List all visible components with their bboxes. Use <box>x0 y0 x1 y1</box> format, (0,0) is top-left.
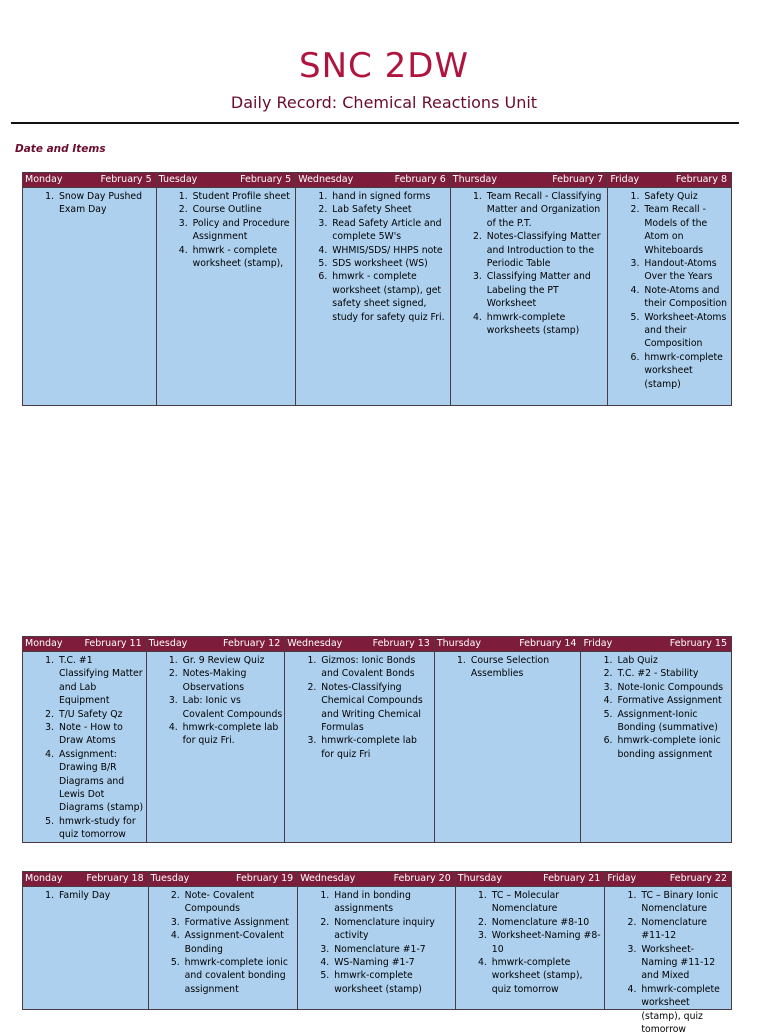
agenda-item: 3. Worksheet-Naming #11-12 and Mixed <box>639 943 729 983</box>
day-date: February 7 <box>552 174 604 185</box>
day-name: Monday <box>25 174 63 185</box>
agenda-list <box>296 190 450 324</box>
agenda-list <box>298 889 455 996</box>
agenda-item: 4. hmwrk-complete worksheet (stamp), quiz tomorrow <box>639 983 729 1036</box>
agenda-item: 1. Team Recall - Classifying Matter and Organization of the P.T. <box>485 190 606 230</box>
day-column-tuesday <box>149 872 299 1009</box>
day-name: Monday <box>25 873 63 884</box>
agenda-item: 2. Lab Safety Sheet <box>330 203 448 216</box>
agenda-item: 1. hand in signed forms <box>330 190 448 203</box>
agenda-item: 2. Nomenclature #8-10 <box>490 916 603 929</box>
agenda-item: 4. hmwrk-complete lab for quiz Fri. <box>181 721 283 748</box>
agenda-item: 3. Policy and Procedure Assignment <box>191 217 294 244</box>
week-table-3 <box>22 871 732 1036</box>
day-column-thursday <box>451 173 609 405</box>
agenda-list <box>605 889 731 1036</box>
day-name: Tuesday <box>148 638 188 649</box>
agenda-item: 3. Lab: Ionic vs Covalent Compounds <box>181 694 283 721</box>
day-column-tuesday <box>147 637 286 842</box>
agenda-list <box>157 190 296 270</box>
agenda-item: 4. Note-Atoms and their Composition <box>642 284 729 311</box>
agenda-item: 1. Student Profile sheet <box>191 190 294 203</box>
day-column-friday <box>605 872 731 1036</box>
agenda-item: 3. Classifying Matter and Labeling the PT Worksheet <box>485 270 606 310</box>
agenda-item: 2. Notes-Making Observations <box>181 667 283 694</box>
agenda-item: 1. Safety Quiz <box>642 190 729 203</box>
agenda-item: 2. Team Recall - Models of the Atom on Whiteboards <box>642 203 729 257</box>
day-date: February 8 <box>675 174 728 185</box>
day-column-monday <box>23 872 149 1009</box>
agenda-item: 2. Nomenclature #11-12 <box>639 916 729 943</box>
agenda-list <box>608 190 731 391</box>
day-date: February 18 <box>86 873 144 884</box>
day-column-wednesday <box>296 173 451 405</box>
agenda-item: 5. hmwrk-complete ionic and covalent bonding assignment <box>183 956 296 996</box>
agenda-item: 1. Lab Quiz <box>615 654 729 667</box>
day-name: Friday <box>610 174 640 185</box>
day-header <box>296 173 450 188</box>
week-table-2 <box>22 636 732 843</box>
day-date: February 22 <box>669 873 727 884</box>
agenda-item: 4. hmwrk-complete worksheet (stamp), quiz tomorrow <box>490 956 603 996</box>
agenda-item: 1. Gizmos: Ionic Bonds and Covalent Bonds <box>319 654 432 681</box>
document-title: SNC 2DW <box>299 46 469 86</box>
day-header <box>23 872 148 887</box>
agenda-list <box>149 889 298 996</box>
day-name: Tuesday <box>150 873 190 884</box>
document-subtitle: Daily Record: Chemical Reactions Unit <box>230 93 538 112</box>
agenda-item: 1. Family Day <box>57 889 146 902</box>
agenda-item: 3. Handout-Atoms Over the Years <box>642 257 729 284</box>
day-column-friday <box>581 637 731 842</box>
day-header <box>605 872 731 887</box>
day-date: February 14 <box>519 638 577 649</box>
day-date: February 6 <box>394 174 446 185</box>
day-column-friday <box>608 173 731 405</box>
agenda-item: 4. Assignment: Drawing B/R Diagrams and Lewis Dot Diagrams (stamp) <box>57 748 144 815</box>
agenda-item: 3. Note-Ionic Compounds <box>615 681 729 694</box>
day-date: February 19 <box>236 873 294 884</box>
agenda-item: 4. WHMIS/SDS/ HHPS note <box>330 244 448 257</box>
day-column-wednesday <box>298 872 456 1009</box>
agenda-list <box>456 889 605 996</box>
day-date: February 13 <box>372 638 430 649</box>
agenda-item: 5. Worksheet-Atoms and their Composition <box>642 311 729 351</box>
agenda-item: 2. Notes-Classifying Chemical Compounds and Writing Chemical Formulas <box>319 681 432 735</box>
agenda-item: 4. WS-Naming #1-7 <box>332 956 453 969</box>
agenda-item: 4. hmwrk - complete worksheet (stamp), <box>191 244 294 271</box>
agenda-item: 3. Nomenclature #1-7 <box>332 943 453 956</box>
agenda-item: 1. T.C. #1 Classifying Matter and Lab Equipment <box>57 654 144 708</box>
day-header <box>581 637 731 652</box>
day-date: February 11 <box>84 638 142 649</box>
day-header <box>147 637 285 652</box>
agenda-item: 1. Gr. 9 Review Quiz <box>181 654 283 667</box>
agenda-item: 1. Hand in bonding assignments <box>332 889 453 916</box>
agenda-item: 5. SDS worksheet (WS) <box>330 257 448 270</box>
day-name: Wednesday <box>300 873 356 884</box>
day-column-thursday <box>435 637 582 842</box>
day-date: February 12 <box>223 638 281 649</box>
agenda-item: 1. TC – Molecular Nomenclature <box>490 889 603 916</box>
day-header <box>285 637 434 652</box>
day-header <box>451 173 608 188</box>
agenda-item: 1. TC – Binary Ionic Nomenclature <box>639 889 729 916</box>
agenda-item: 6. hmwrk-complete worksheet (stamp) <box>642 351 729 391</box>
day-name: Friday <box>583 638 613 649</box>
agenda-item: 4. Assignment-Covalent Bonding <box>183 929 296 956</box>
agenda-item: 4. Formative Assignment <box>615 694 729 707</box>
agenda-list <box>23 654 146 842</box>
day-date: February 5 <box>100 174 152 185</box>
header-divider <box>11 122 739 124</box>
agenda-item: 2. Notes-Classifying Matter and Introduction to the Periodic Table <box>485 230 606 270</box>
agenda-item: 3. Note - How to Draw Atoms <box>57 721 144 748</box>
day-name: Tuesday <box>158 174 198 185</box>
day-column-thursday <box>456 872 606 1009</box>
day-column-wednesday <box>285 637 435 842</box>
day-header <box>157 173 296 188</box>
day-header <box>23 173 156 188</box>
week-table-1 <box>22 172 732 406</box>
day-name: Thursday <box>452 174 497 185</box>
day-header <box>149 872 298 887</box>
day-column-monday <box>23 173 157 405</box>
agenda-list <box>435 654 581 681</box>
day-name: Thursday <box>436 638 482 649</box>
agenda-item: 3. Worksheet-Naming #8-10 <box>490 929 603 956</box>
agenda-item: 3. Read Safety Article and complete 5W's <box>330 217 448 244</box>
agenda-item: 6. hmwrk-complete ionic bonding assignment <box>615 734 729 761</box>
agenda-item: 1. Snow Day Pushed Exam Day <box>57 190 154 217</box>
agenda-item: 6. hmwrk - complete worksheet (stamp), get safety sheet signed, study for safety quiz Fri. <box>330 270 448 324</box>
agenda-item: 2. Nomenclature inquiry activity <box>332 916 453 943</box>
agenda-list <box>285 654 434 761</box>
agenda-list <box>147 654 285 748</box>
agenda-item: 2. T/U Safety Qz <box>57 708 144 721</box>
agenda-item: 4. hmwrk-complete worksheets (stamp) <box>485 311 606 338</box>
day-name: Friday <box>607 873 637 884</box>
agenda-item: 1. Course Selection Assemblies <box>469 654 579 681</box>
agenda-item: 2. Course Outline <box>191 203 294 216</box>
day-column-tuesday <box>157 173 297 405</box>
agenda-item: 3. Formative Assignment <box>183 916 296 929</box>
section-label: Date and Items <box>15 143 106 155</box>
day-date: February 21 <box>543 873 601 884</box>
agenda-item: 5. Assignment-Ionic Bonding (summative) <box>615 708 729 735</box>
agenda-item: 2. Note- Covalent Compounds <box>183 889 296 916</box>
day-name: Monday <box>25 638 63 649</box>
agenda-item: 2. T.C. #2 - Stability <box>615 667 729 680</box>
day-name: Wednesday <box>298 174 354 185</box>
day-header <box>435 637 581 652</box>
agenda-list <box>451 190 608 337</box>
day-header <box>608 173 731 188</box>
agenda-list <box>23 889 148 902</box>
day-header <box>23 637 146 652</box>
day-date: February 20 <box>393 873 451 884</box>
agenda-list <box>581 654 731 761</box>
day-date: February 5 <box>240 174 292 185</box>
day-name: Thursday <box>457 873 502 884</box>
day-header <box>298 872 455 887</box>
agenda-item: 3. hmwrk-complete lab for quiz Fri <box>319 734 432 761</box>
day-date: February 15 <box>669 638 728 649</box>
day-column-monday <box>23 637 147 842</box>
day-header <box>456 872 605 887</box>
agenda-list <box>23 190 156 217</box>
agenda-item: 5. hmwrk-study for quiz tomorrow <box>57 815 144 842</box>
agenda-item: 5. hmwrk-complete worksheet (stamp) <box>332 969 453 996</box>
day-name: Wednesday <box>287 638 343 649</box>
